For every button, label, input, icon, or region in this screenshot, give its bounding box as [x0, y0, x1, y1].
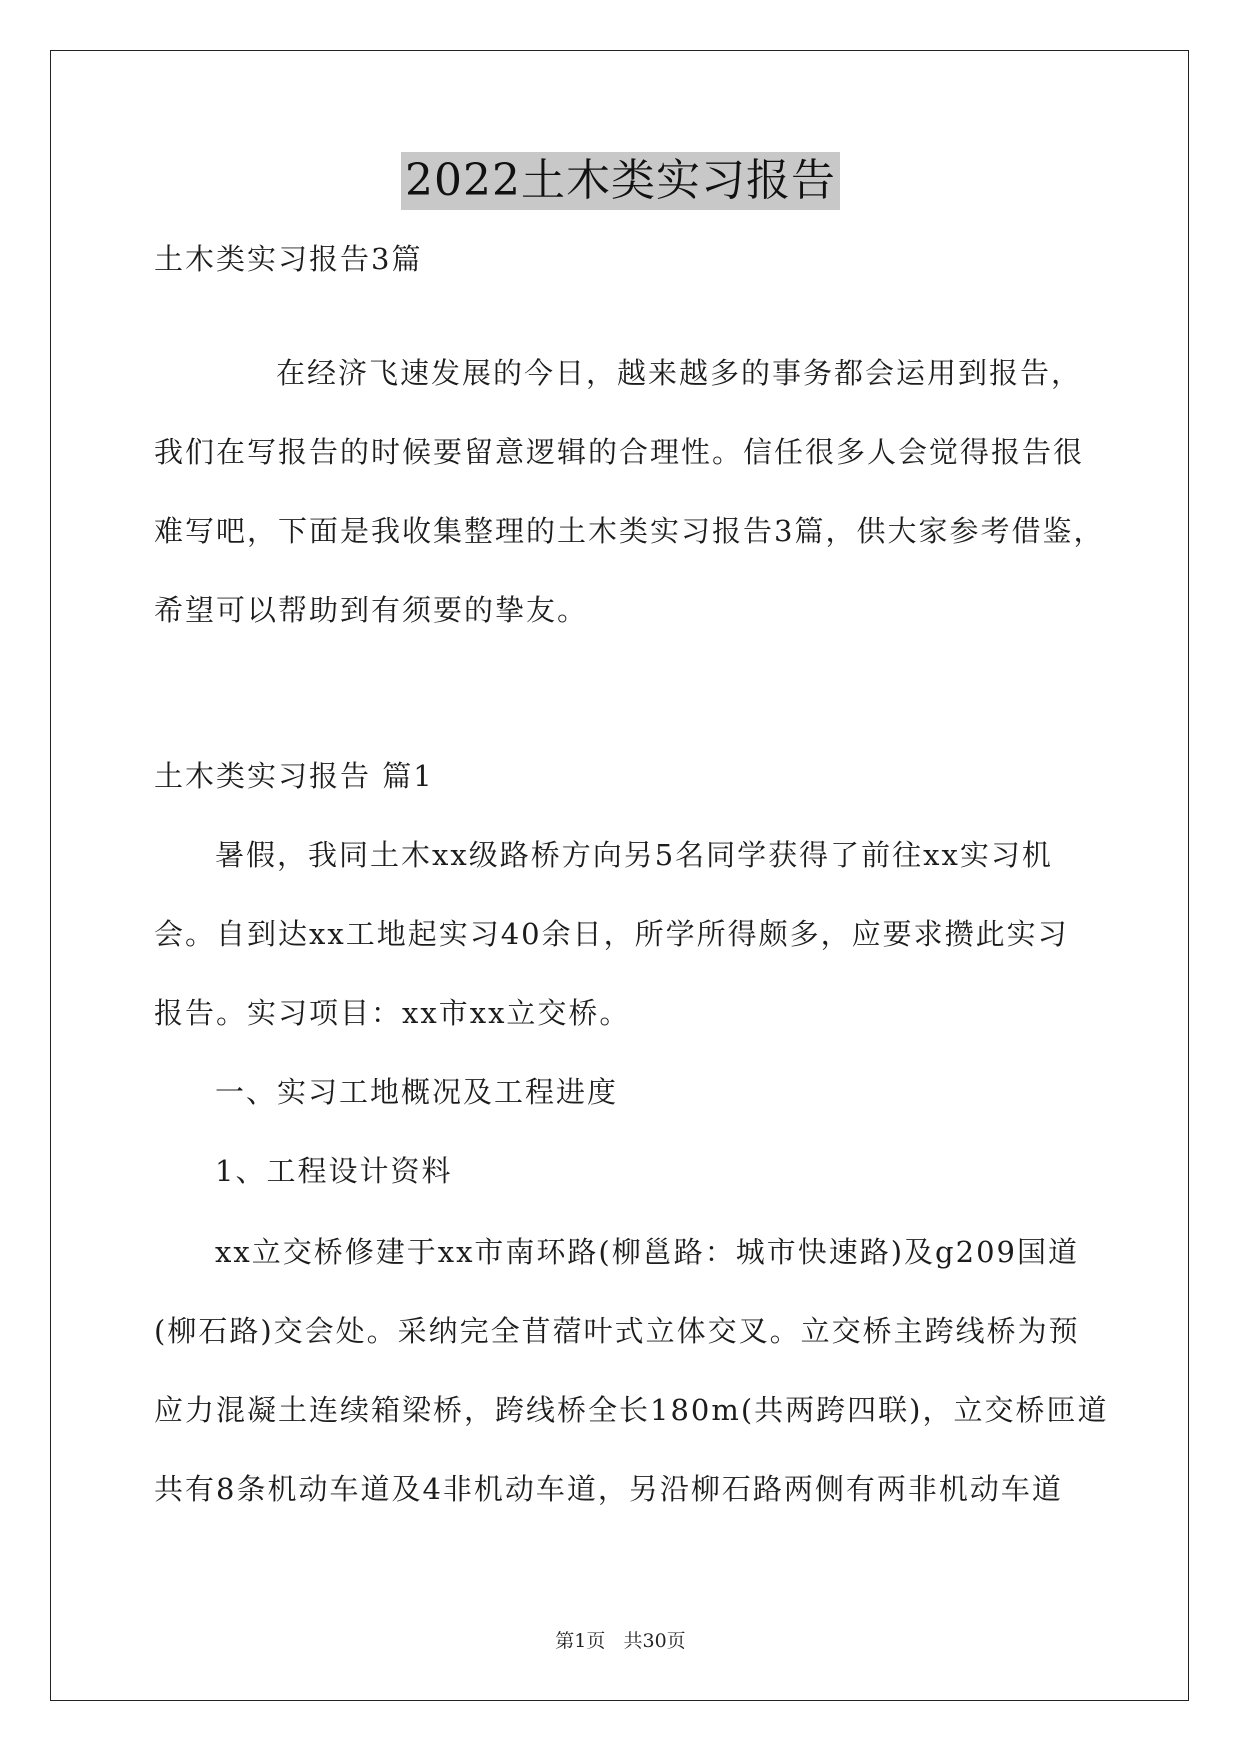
paragraph-line: 应力混凝土连续箱梁桥，跨线桥全长180m(共两跨四联)，立交桥匝道	[154, 1393, 1109, 1427]
page-footer: 第1页 共30页	[555, 1630, 686, 1652]
subtitle-line: 土木类实习报告3篇	[154, 242, 423, 276]
document-title: 2022土木类实习报告	[401, 152, 840, 210]
subheading: 1、工程设计资料	[215, 1154, 453, 1188]
section-heading: 土木类实习报告 篇1	[154, 759, 434, 793]
paragraph-line: 难写吧，下面是我收集整理的土木类实习报告3篇，供大家参考借鉴，	[154, 514, 1105, 548]
paragraph-line: xx立交桥修建于xx市南环路(柳邕路：城市快速路)及g209国道	[215, 1235, 1079, 1269]
paragraph-line: 会。自到达xx工地起实习40余日，所学所得颇多，应要求攒此实习	[154, 917, 1069, 951]
title-container	[0, 152, 1241, 210]
paragraph-line: 共有8条机动车道及4非机动车道，另沿柳石路两侧有两非机动车道	[154, 1472, 1063, 1506]
paragraph-line: 在经济飞速发展的今日，越来越多的事务都会运用到报告，	[276, 356, 1083, 390]
page-border	[50, 50, 1189, 1701]
paragraph-line: 报告。实习项目：xx市xx立交桥。	[154, 996, 631, 1030]
paragraph-line: 希望可以帮助到有须要的挚友。	[154, 593, 589, 627]
paragraph-line: (柳石路)交会处。采纳完全苜蓿叶式立体交叉。立交桥主跨线桥为预	[154, 1314, 1080, 1348]
paragraph-line: 我们在写报告的时候要留意逻辑的合理性。信任很多人会觉得报告很	[154, 435, 1085, 469]
paragraph-line: 暑假，我同土木xx级路桥方向另5名同学获得了前往xx实习机	[215, 838, 1053, 872]
subheading: 一、实习工地概况及工程进度	[215, 1075, 619, 1109]
